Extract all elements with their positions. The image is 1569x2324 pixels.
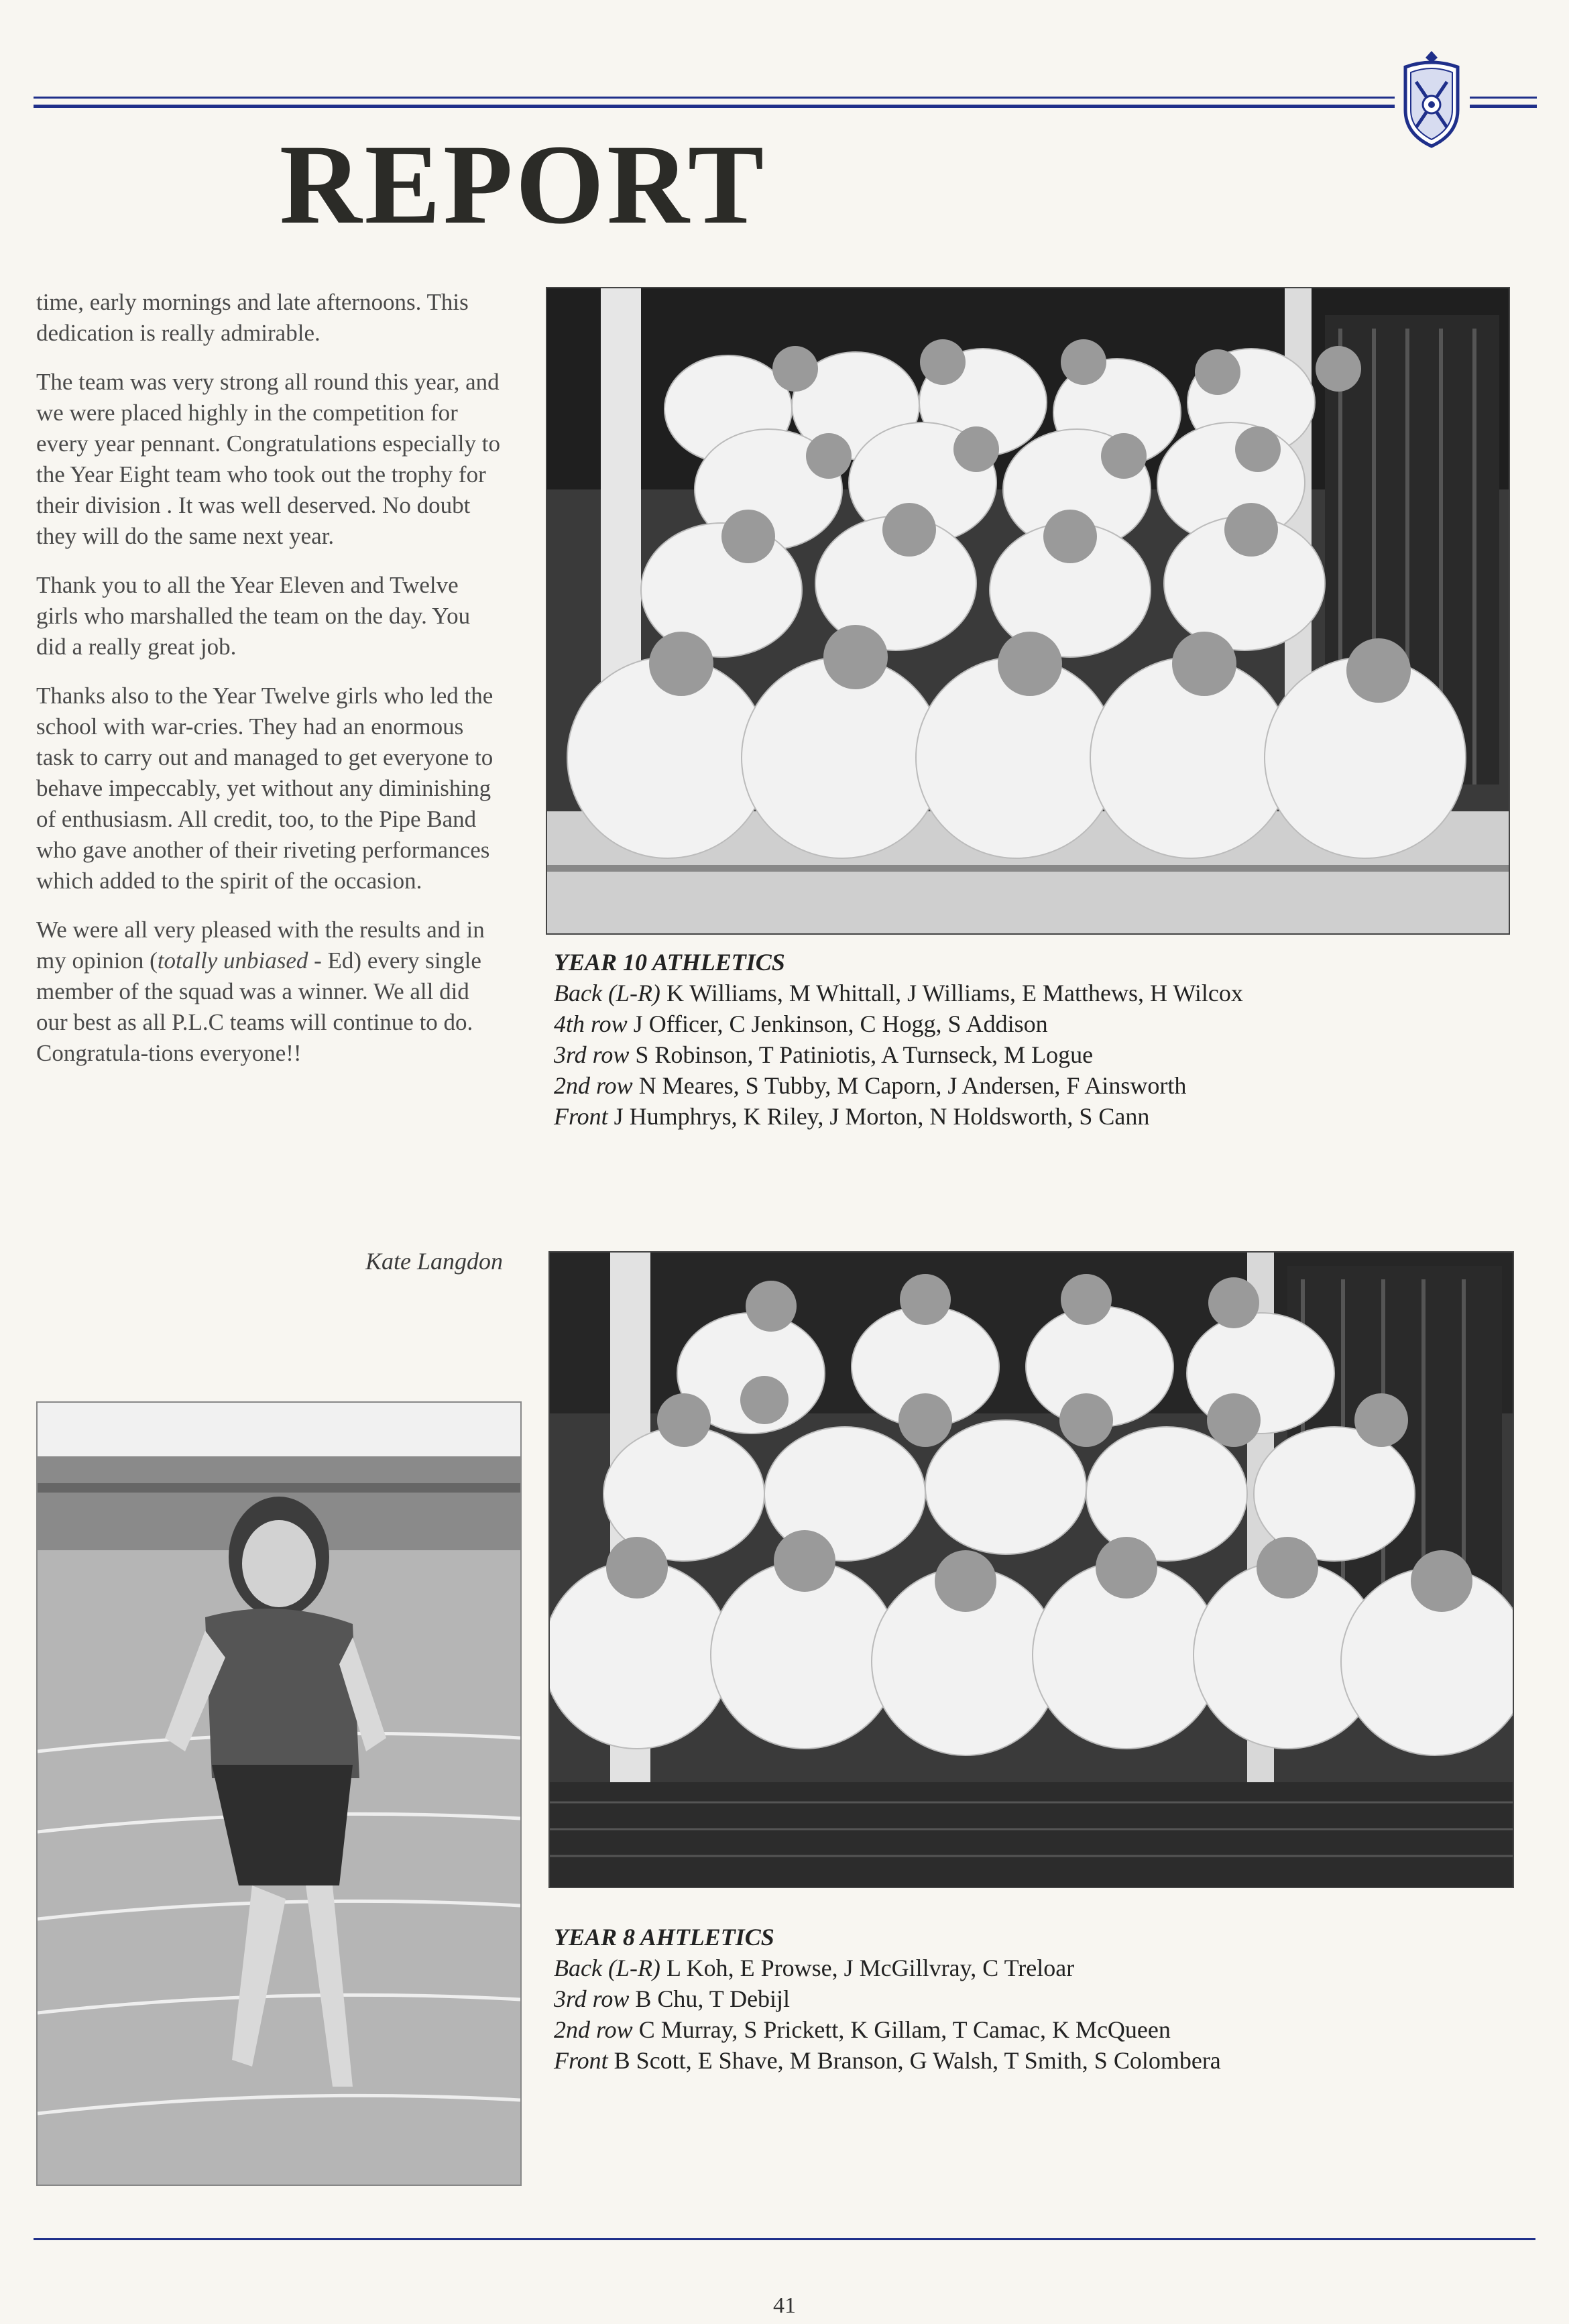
top-rule-right-upper [1470, 97, 1537, 99]
row-label: 4th row [554, 1010, 628, 1037]
year8-caption-title: YEAR 8 AHTLETICS [554, 1924, 774, 1951]
page-title: REPORT [279, 121, 767, 247]
row-label: Front [554, 1103, 608, 1130]
top-rule-right-lower [1470, 105, 1537, 108]
caption-row [554, 1008, 1506, 1039]
row-label: Front [554, 2047, 608, 2074]
row-label: Back (L-R) [554, 1955, 660, 1981]
row-label: Back (L-R) [554, 980, 660, 1006]
row-names: B Scott, E Shave, M Branson, G Walsh, T Smith, S Colombera [607, 2047, 1221, 2074]
row-label: 3rd row [554, 1985, 630, 2012]
editor-aside: totally unbiased [157, 947, 308, 974]
text-run: - Ed) every single member of the squad was a winner. We all did our best as all P.L.C teams will continue to do. Congratula-tions everyone!! [36, 947, 481, 1066]
top-rule-lower [34, 105, 1395, 108]
row-label: 2nd row [554, 1072, 633, 1099]
year10-caption [554, 947, 1506, 1132]
article-paragraph: Thank you to all the Year Eleven and Twelve girls who marshalled the team on the day. You did a really great job. [36, 572, 471, 660]
bottom-rule [34, 2238, 1535, 2240]
row-names: J Officer, C Jenkinson, C Hogg, S Addison [627, 1010, 1048, 1037]
year8-group-photo [548, 1251, 1514, 1888]
school-crest-icon [1396, 48, 1467, 149]
runner-photo [36, 1401, 522, 2186]
year10-group-photo [546, 287, 1510, 935]
caption-row [554, 2014, 1506, 2045]
row-names: N Meares, S Tubby, M Caporn, J Andersen, F Ainsworth [632, 1072, 1187, 1099]
page-number: 41 [773, 2293, 796, 2318]
year8-caption [554, 1922, 1506, 2076]
caption-row [554, 1101, 1506, 1132]
caption-row [554, 1070, 1506, 1101]
article-paragraph: Thanks also to the Year Twelve girls who led the school with war-cries. They had an enormous task to carry out and managed to get everyone to behave impeccably, yet without any diminishing of enthusiasm. All credit, too, to the Pipe Band who gave another of their riveting performances which added to the spirit of the occasion. [36, 683, 493, 894]
row-names: S Robinson, T Patiniotis, A Turnseck, M Logue [629, 1041, 1094, 1068]
row-names: B Chu, T Debijl [629, 1985, 791, 2012]
caption-row [554, 978, 1506, 1008]
year10-caption-title: YEAR 10 ATHLETICS [554, 949, 785, 976]
caption-row [554, 1983, 1506, 2014]
row-label: 2nd row [554, 2016, 633, 2043]
article-paragraph-last [36, 915, 506, 1069]
row-names: J Humphrys, K Riley, J Morton, N Holdsworth, S Cann [607, 1103, 1150, 1130]
row-names: K Williams, M Whittall, J Williams, E Matthews, H Wilcox [660, 980, 1243, 1006]
article-body [36, 287, 506, 1087]
author-signature: Kate Langdon [365, 1248, 503, 1275]
caption-row [554, 1953, 1506, 1983]
caption-row [554, 1039, 1506, 1070]
text-run: We were all very pleased with the results and in my opinion ( [36, 917, 485, 974]
article-paragraph: The team was very strong all round this year, and we were placed highly in the competition for every year pennant. Congratulations especially to the Year Eight team who took out the trophy for their division . It was well deserved. No doubt they will do the same next year. [36, 369, 500, 549]
row-names: C Murray, S Prickett, K Gillam, T Camac, K McQueen [632, 2016, 1171, 2043]
row-names: L Koh, E Prowse, J McGillvray, C Treloar [660, 1955, 1075, 1981]
caption-row [554, 2045, 1506, 2076]
row-label: 3rd row [554, 1041, 630, 1068]
top-rule-upper [34, 97, 1395, 99]
article-paragraph: time, early mornings and late afternoons. This dedication is really admirable. [36, 289, 469, 346]
